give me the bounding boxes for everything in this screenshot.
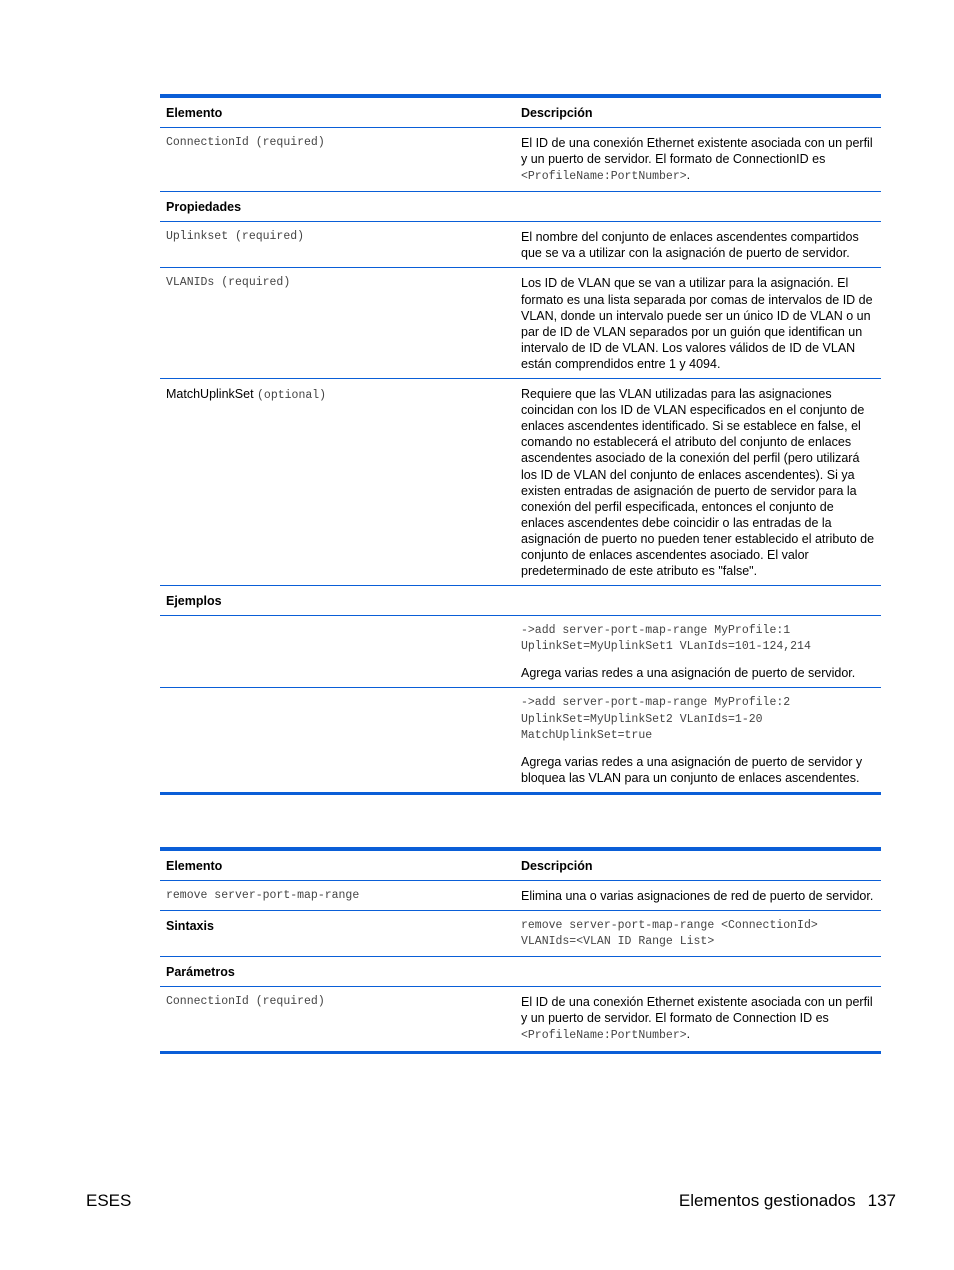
description-end: . [686,168,691,183]
table-row [160,378,881,585]
section-propiedades: Propiedades [166,200,242,215]
table-row [160,128,881,191]
section-ejemplos: Ejemplos [166,594,222,609]
footer-locale: ESES [86,1191,132,1210]
header-elemento: Elemento [166,106,223,120]
prop-vlanids: VLANIDs (required) [166,276,291,290]
prop-optional: (optional) [257,389,327,403]
prop-matchuplinkset-description: Requiere que las VLAN utilizadas para las asignaciones coincidan con los ID de VLAN especificados en el conjunto de enlaces ascendentes identificado. Si se establece en false, el comando no establecerá el atributo del conjunto de enlaces ascendentes asociado de la conexión del perfil (pero utilizará los ID de VLAN del conjunto de enlaces ascendentes). Si ya existen entradas de asignación de puerto de servidor para la conexión del perfil especificada, entonces el conjunto de enlaces ascendentes debe coincidir o las entradas de la asignación de puerto no pueden tener establecido el atributo de conjunto de enlaces ascendentes asociado. El valor predeterminado de este atributo es "false". [521,387,875,579]
command-name: remove server-port-map-range [166,889,360,902]
section-row [160,585,881,615]
table-row [160,881,881,910]
example-description: Agrega varias redes a una asignación de puerto de servidor y bloquea las VLAN para un conjunto de enlaces ascendentes. [521,754,863,785]
example-description: Agrega varias redes a una asignación de puerto de servidor. [521,666,856,681]
example-code-line: ->add server-port-map-range MyProfile:2 [521,696,791,710]
table-row [160,267,881,378]
example-code-line: UplinkSet=MyUplinkSet2 VLanIds=1-20 [521,712,763,726]
page-number: 137 [867,1191,896,1210]
prop-uplinkset-description: El nombre del conjunto de enlaces ascendentes compartidos que se va a utilizar con la asignación de puerto de servidor. [521,230,859,261]
table-row [160,986,881,1050]
table-header-row [160,851,881,881]
example-code-line: UplinkSet=MyUplinkSet1 VLanIds=101-124,214 [521,640,811,654]
example-row [160,687,881,791]
example-row [160,615,881,687]
footer-right [679,1190,896,1212]
format-code: <ProfileName:PortNumber> [521,1029,687,1043]
param-connectionid: ConnectionId (required) [166,136,325,149]
header-elemento: Elemento [166,859,223,873]
syntax-code [521,918,881,950]
example-2 [521,695,881,785]
syntax-code-line: remove server-port-map-range <ConnectionId> [521,919,818,933]
footer-section-title: Elementos gestionados [678,1191,856,1210]
table-header-row [160,98,881,128]
prop-uplinkset: Uplinkset (required) [166,230,305,244]
example-code-line: ->add server-port-map-range MyProfile:1 [521,624,791,638]
example-1 [521,623,881,681]
header-descripcion: Descripción [521,859,593,873]
command-description: Elimina una o varias asignaciones de red de puerto de servidor. [521,889,874,903]
prop-matchuplinkset [160,386,521,579]
table-add-server-port-map-range [160,94,881,795]
param-connectionid: ConnectionId (required) [166,995,325,1009]
table-row [160,221,881,267]
page-footer [86,1190,896,1212]
description-text: El ID de una conexión Ethernet existente asociada con un perfil y un puerto de servidor. El formato de Connection ID es [521,995,873,1026]
section-row [160,956,881,986]
param-connectionid-description [521,135,881,185]
section-sintaxis: Sintaxis [166,919,214,934]
section-row [160,191,881,221]
format-code: <ProfileName:PortNumber> [521,170,687,184]
table-row [160,910,881,956]
table-remove-server-port-map-range [160,847,881,1054]
syntax-code-line: VLANIds=<VLAN ID Range List> [521,935,715,949]
prop-vlanids-description: Los ID de VLAN que se van a utilizar para la asignación. El formato es una lista separada por comas de intervalos de ID de VLAN, donde un intervalo puede ser un único ID de VLAN o un par de ID de VLAN separados por un guión que identifican un intervalo de ID de VLAN. Los valores válidos de ID de VLAN están comprendidos entre 1 y 4094. [521,276,873,371]
prop-name: MatchUplinkSet [166,387,254,402]
description-end: . [686,1027,691,1042]
param-connectionid-description [521,994,881,1044]
description-text: El ID de una conexión Ethernet existente asociada con un perfil y un puerto de servidor. El formato de ConnectionID es [521,136,873,167]
header-descripcion: Descripción [521,106,593,120]
example-code-line: MatchUplinkSet=true [521,728,653,742]
section-parametros: Parámetros [166,965,235,980]
